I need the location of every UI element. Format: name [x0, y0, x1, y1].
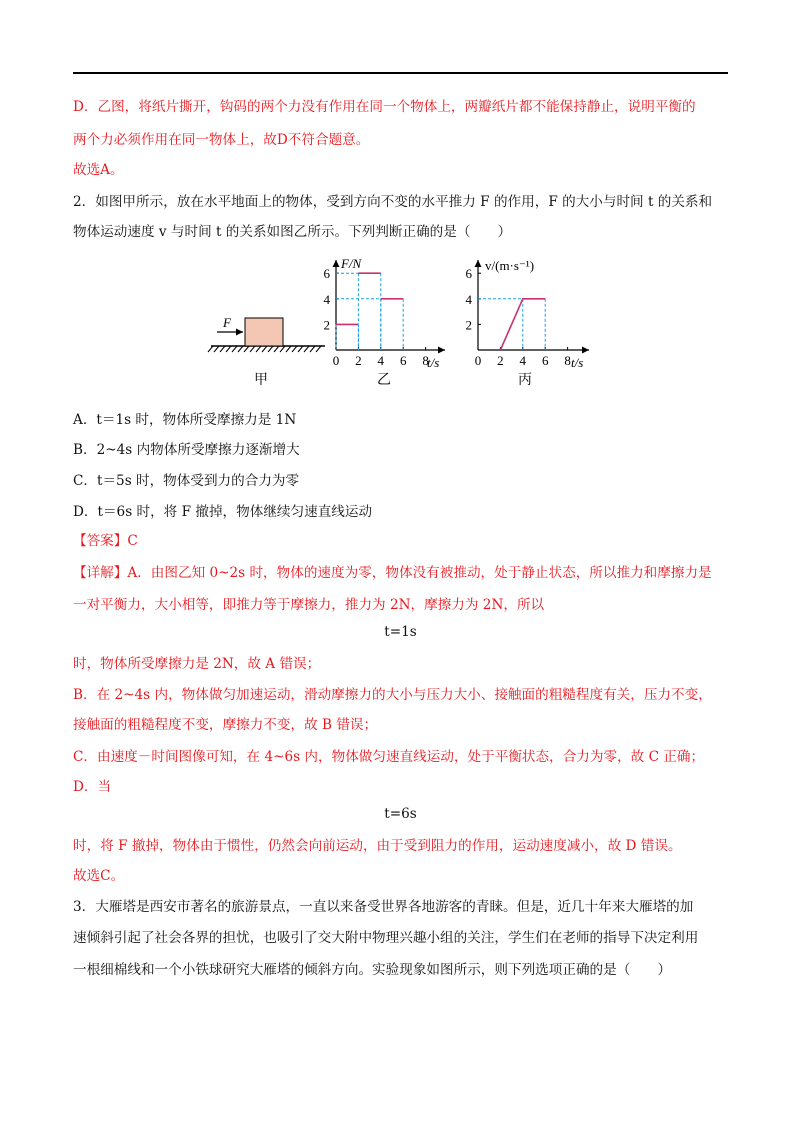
y-tick-label: 4 — [323, 291, 330, 307]
hatch-mark — [298, 346, 303, 352]
explain-a-line2: 一对平衡力，大小相等，即推力等于摩擦力，推力为 2N，摩擦力为 2N，所以 — [73, 597, 545, 613]
q3-line2: 速倾斜引起了社会各界的担忧，也吸引了交大附中物理兴趣小组的关注，学生们在老师的指导下决定利用 — [73, 930, 699, 946]
chart-bing — [466, 258, 590, 388]
ground-hatch — [208, 346, 321, 352]
figure-jia — [208, 315, 325, 388]
q2-figure — [205, 250, 605, 395]
yi-ylabel: F/N — [341, 256, 362, 271]
yi-origin: 0 — [332, 353, 340, 368]
hatch-mark — [310, 346, 315, 352]
explain-a-line1: 【详解】A．由图乙知 0~2s 时，物体的速度为零，物体没有被推动，处于静止状态，所以推力和摩擦力是 — [73, 565, 712, 581]
caption-jia: 甲 — [254, 373, 268, 388]
explain-d-formula: t=6s — [384, 806, 417, 822]
x-tick-label: 2 — [355, 353, 362, 368]
q3-line1: 3．大雁塔是西安市著名的旅游景点，一直以来备受世界各地游客的青睐。但是，近几十年来大雁塔的加 — [73, 899, 694, 915]
q3-line3: 一根细棉线和一个小铁球研究大雁塔的倾斜方向。实验现象如图所示，则下列选项正确的是（ ） — [73, 962, 672, 978]
hatch-mark — [220, 346, 225, 352]
explain-a-line3: 时，物体所受摩擦力是 2N，故 A 错误； — [73, 656, 321, 672]
y-tick-label: 6 — [323, 266, 330, 282]
hatch-mark — [208, 346, 213, 352]
hatch-mark — [316, 346, 321, 352]
force-label: F — [223, 315, 231, 330]
hatch-mark — [304, 346, 309, 352]
explain-a-formula: t=1s — [384, 624, 417, 640]
y-tick-label: 6 — [465, 266, 472, 282]
header-rule — [73, 72, 728, 74]
hatch-mark — [226, 346, 231, 352]
hatch-mark — [232, 346, 237, 352]
explain-b-line1: B．在 2~4s 内，物体做匀加速运动，滑动摩擦力的大小与压力大小、接触面的粗糙程度有关，压力不变， — [73, 687, 712, 703]
hatch-mark — [292, 346, 297, 352]
q2-choice: 故选C。 — [73, 868, 125, 884]
hatch-mark — [286, 346, 291, 352]
hatch-mark — [214, 346, 219, 352]
hatch-mark — [268, 346, 273, 352]
q2-stem-line1: 2．如图甲所示，放在水平地面上的物体，受到方向不变的水平推力 F 的作用，F 的大小与时间 t 的关系和 — [73, 194, 713, 210]
prev-choice: 故选A。 — [73, 162, 124, 178]
y-tick-label: 4 — [465, 291, 472, 307]
x-tick-label: 4 — [377, 353, 385, 368]
explain-c-line1: C．由速度－时间图像可知，在 4~6s 内，物体做匀速直线运动，处于平衡状态，合力为零，故 C 正确； — [73, 749, 705, 765]
explain-d-line1: D．当 — [73, 779, 112, 795]
hatch-mark — [250, 346, 255, 352]
hatch-mark — [262, 346, 267, 352]
q2-option-b: B．2~4s 内物体所受摩擦力逐渐增大 — [73, 442, 300, 458]
hatch-mark — [274, 346, 279, 352]
x-tick-label: 8 — [422, 353, 429, 368]
q2-stem-line2: 物体运动速度 v 与时间 t 的关系如图乙所示。下列判断正确的是（ ） — [73, 224, 512, 240]
bing-origin: 0 — [474, 353, 482, 368]
bing-xlabel: t/s — [571, 355, 584, 370]
x-tick-label: 4 — [519, 353, 527, 368]
y-tick-label: 2 — [323, 317, 330, 333]
q2-figure-svg — [205, 250, 605, 395]
explain-d-line2: 时，将 F 撤掉，物体由于惯性，仍然会向前运动，由于受到阻力的作用，运动速度减小，故 D 错误。 — [73, 838, 682, 854]
caption-bing: 丙 — [518, 373, 532, 388]
hatch-mark — [256, 346, 261, 352]
yi-xlabel: t/s — [427, 355, 440, 370]
hatch-mark — [280, 346, 285, 352]
hatch-mark — [244, 346, 249, 352]
q2-option-d: D．t＝6s 时，将 F 撤掉，物体继续匀速直线运动 — [73, 504, 373, 520]
hatch-mark — [238, 346, 243, 352]
caption-yi: 乙 — [377, 373, 391, 388]
x-tick-label: 2 — [497, 353, 504, 368]
q2-option-c: C．t＝5s 时，物体受到力的合力为零 — [73, 473, 300, 489]
q2-answer: 【答案】C — [73, 533, 138, 549]
block — [245, 318, 283, 346]
x-tick-label: 8 — [564, 353, 571, 368]
q2-option-a: A．t＝1s 时，物体所受摩擦力是 1N — [73, 412, 297, 428]
explain-b-line2: 接触面的粗糙程度不变，摩擦力不变，故 B 错误； — [73, 717, 378, 733]
chart-yi — [324, 256, 446, 388]
bing-ylabel: v/(m·s⁻¹) — [485, 258, 535, 273]
prev-option-d-line1: D．乙图，将纸片撕开，钩码的两个力没有作用在同一个物体上，两瓣纸片都不能保持静止，说明平衡的 — [73, 99, 696, 115]
x-tick-label: 6 — [399, 353, 407, 368]
y-tick-label: 2 — [465, 317, 472, 333]
x-tick-label: 6 — [541, 353, 549, 368]
prev-option-d-line2: 两个力必须作用在同一物体上，故D不符合题意。 — [73, 132, 370, 148]
